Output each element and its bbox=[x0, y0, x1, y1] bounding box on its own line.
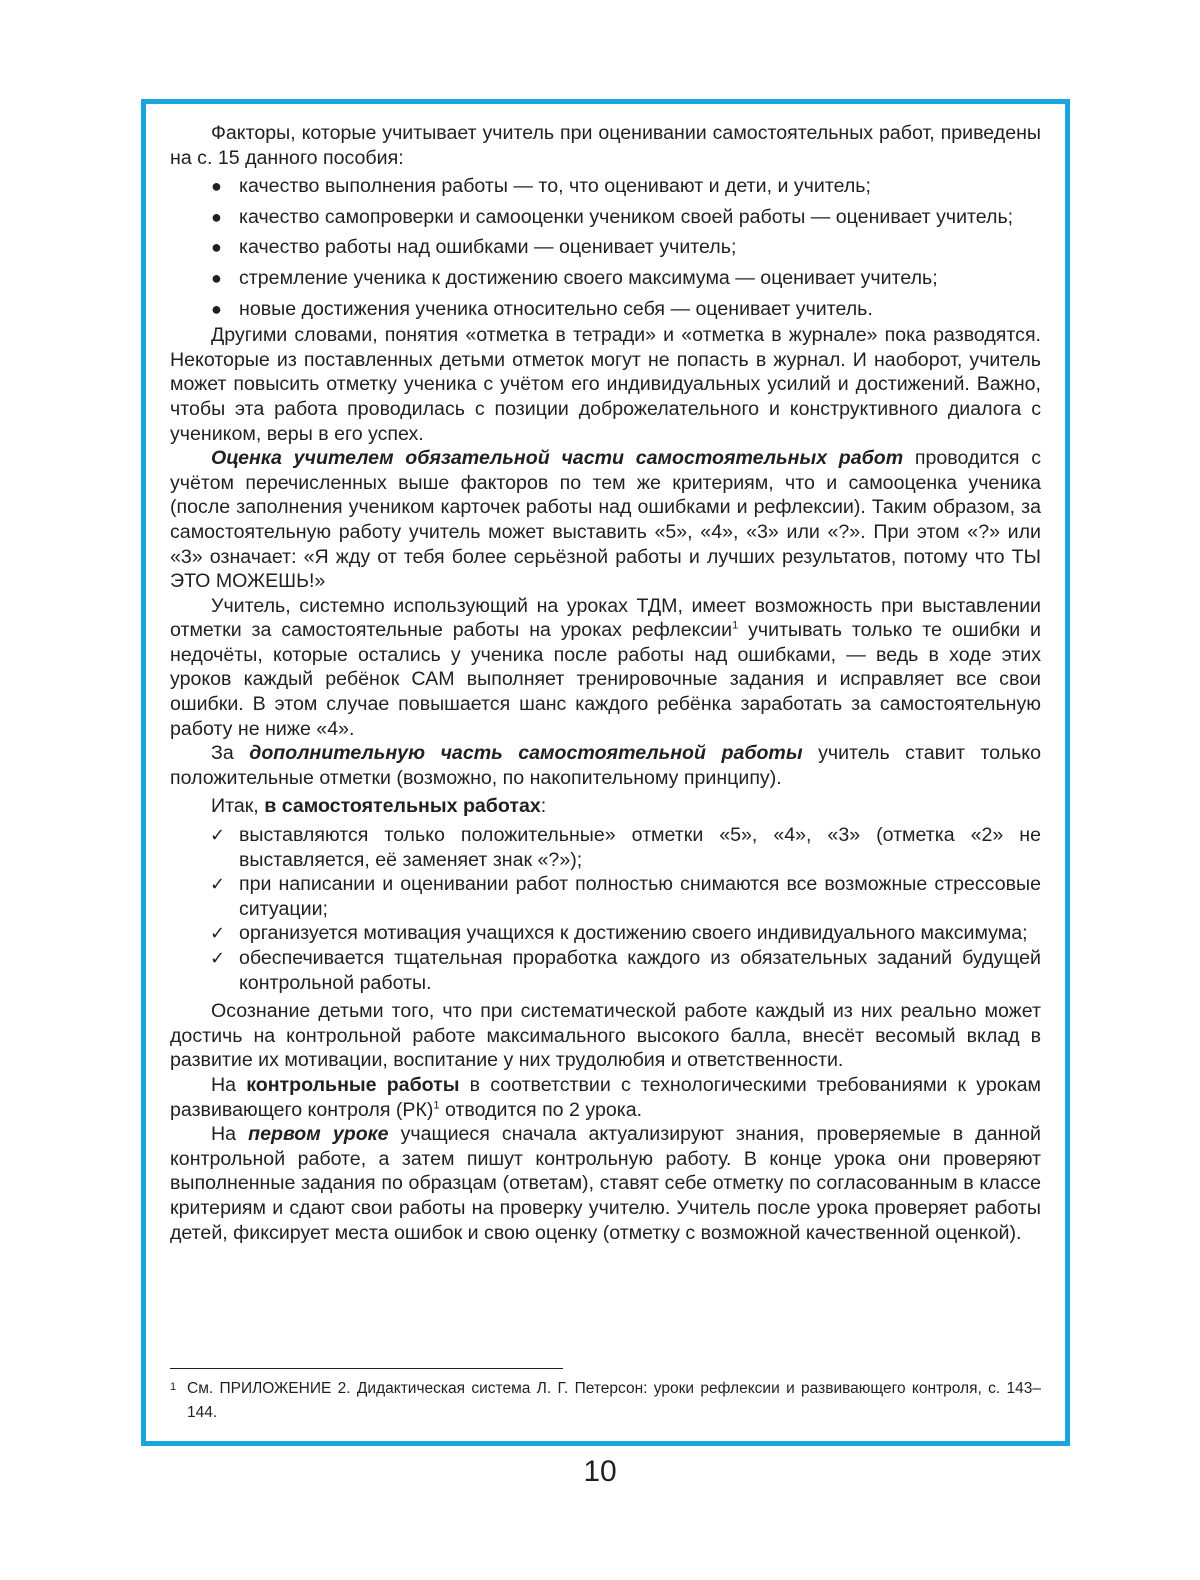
checkmark-icon: ✓ bbox=[210, 948, 226, 968]
bullet-icon: ● bbox=[211, 206, 222, 227]
page-number: 10 bbox=[583, 1455, 617, 1488]
checkmark-icon: ✓ bbox=[210, 874, 226, 895]
checkmark-icon: ✓ bbox=[210, 825, 226, 846]
paragraph-control-works: На контрольные работы в соответствии с технологическими требованиями к урокам развивающего контроля (РК)$^1$ отводится по 2 урока. bbox=[170, 1073, 1041, 1121]
paragraph-tdm-reflection: Учитель, системно использующий на уроках ТДМ, имеет возможность при выставлении отметки за самостоятельные работы на уроках рефлексии$^1$ учитывать только те ошибки и недочёты, которые остались у ученика после работы над ошибками, — ведь в ходе этих уроков каждый ребёнок САМ выполняет тренировочные задания и исправляет все свои ошибки. В этом случае повышается шанс каждого ребёнка заработать за самостоятельную работу не ниже «4». bbox=[170, 594, 1041, 740]
bold-term: в самостоятельных работах bbox=[264, 795, 541, 818]
bullet-icon: ● bbox=[211, 237, 222, 258]
list-item: ● качество работы над ошибками — оценивает учитель; bbox=[211, 236, 737, 259]
footnote-ref: 1 bbox=[732, 619, 739, 632]
footnote bbox=[170, 1377, 1041, 1425]
footnote-text: См. ПРИЛОЖЕНИЕ 2. Дидактическая система Л. Г. Петерсон: уроки рефлексии и развивающего контроля, с. 143–144. bbox=[187, 1380, 1041, 1421]
list-item: ✓ при написании и оценивании работ полностью снимаются все возможные стрессовые ситуации; bbox=[210, 873, 1041, 920]
footnote-ref: 1 bbox=[433, 1099, 440, 1112]
paragraph-factors-intro: Факторы, которые учитывает учитель при оценивании самостоятельных работ, приведены на с. 15 данного пособия: bbox=[170, 122, 1041, 169]
footnote-mark: 1 bbox=[170, 1381, 177, 1393]
list-item: ● стремление ученика к достижению своего максимума — оценивает учитель; bbox=[211, 266, 938, 289]
list-item: ● качество выполнения работы — то, что оценивают и дети, и учитель; bbox=[211, 175, 871, 198]
list-item: ● новые достижения ученика относительно себя — оценивает учитель. bbox=[211, 297, 873, 320]
paragraph-marks-difference: Другими словами, понятия «отметка в тетради» и «отметка в журнале» пока разводятся. Некоторые из поставленных детьми отметок могут не попасть в журнал. И наоборот, учитель может повысить отметку ученика с учётом его индивидуальных усилий и достижений. Важно, чтобы эта работа проводилась с позиции доброжелательного и конструктивного диалога с учеником, веры в его успех. bbox=[170, 324, 1041, 445]
checkmark-icon: ✓ bbox=[210, 923, 226, 944]
paragraph-teacher-assessment: Оценка учителем обязательной части самостоятельных работ проводится с учётом перечисленных выше факторов по тем же критериям, что и самооценка ученика (после заполнения учеником карточек работы над ошибками и рефлексии). Таким образом, за самостоятельную работу учитель может выставить «5», «4», «3» или «?». При этом «?» или «3» означает: «Я жду от тебя более серьёзной работы и лучших результатов, потому что ТЫ ЭТО МОЖЕШЬ!» bbox=[170, 447, 1041, 593]
bold-term: контрольные работы bbox=[246, 1073, 460, 1096]
page-body bbox=[170, 121, 1041, 1245]
factors-list bbox=[170, 174, 1041, 321]
bullet-icon: ● bbox=[211, 176, 222, 197]
summary-checklist bbox=[170, 823, 1041, 995]
list-item: ✓ выставляются только положительные» отметки «5», «4», «3» (отметка «2» не выставляется, её заменяет знак «?»); bbox=[210, 824, 1041, 871]
paragraph-additional-part: За дополнительную часть самостоятельной работы учитель ставит только положительные отметки (возможно, по накопительному принципу). bbox=[170, 742, 1041, 789]
paragraph-awareness: Осознание детьми того, что при систематической работе каждый из них реально может достичь на контрольной работе максимального высокого балла, внесёт весомый вклад в развитие их мотивации, воспитание у них трудолюбия и ответственности. bbox=[170, 1000, 1041, 1072]
bold-term: дополнительную часть самостоятельной работы bbox=[249, 742, 803, 765]
paragraph-first-lesson: На первом уроке учащиеся сначала актуализируют знания, проверяемые в данной контрольной работе, а затем пишут контрольную работу. В конце урока они проверяют выполненные задания по образцам (ответам), ставят себе отметку по согласованным в классе критериям и сдают свои работы на проверку учителю. Учитель после урока проверяет работы детей, фиксирует места ошибок и свою оценку (отметку с возможной качественной оценкой). bbox=[170, 1123, 1041, 1244]
bullet-icon: ● bbox=[211, 298, 222, 319]
bold-term: Оценка учителем обязательной части самостоятельных работ bbox=[211, 447, 904, 470]
bullet-icon: ● bbox=[211, 267, 222, 288]
list-item: ✓ организуется мотивация учащихся к достижению своего индивидуального максимума; bbox=[210, 922, 1028, 945]
bold-term: первом уроке bbox=[248, 1123, 389, 1146]
paragraph-summary-lead: Итак, в самостоятельных работах: bbox=[211, 795, 547, 818]
footnote-divider bbox=[170, 1368, 563, 1369]
list-item: ✓ обеспечивается тщательная проработка каждого из обязательных заданий будущей контрольной работы. bbox=[210, 947, 1041, 994]
list-item: ● качество самопроверки и самооценки учеником своей работы — оценивает учитель; bbox=[211, 205, 1014, 228]
